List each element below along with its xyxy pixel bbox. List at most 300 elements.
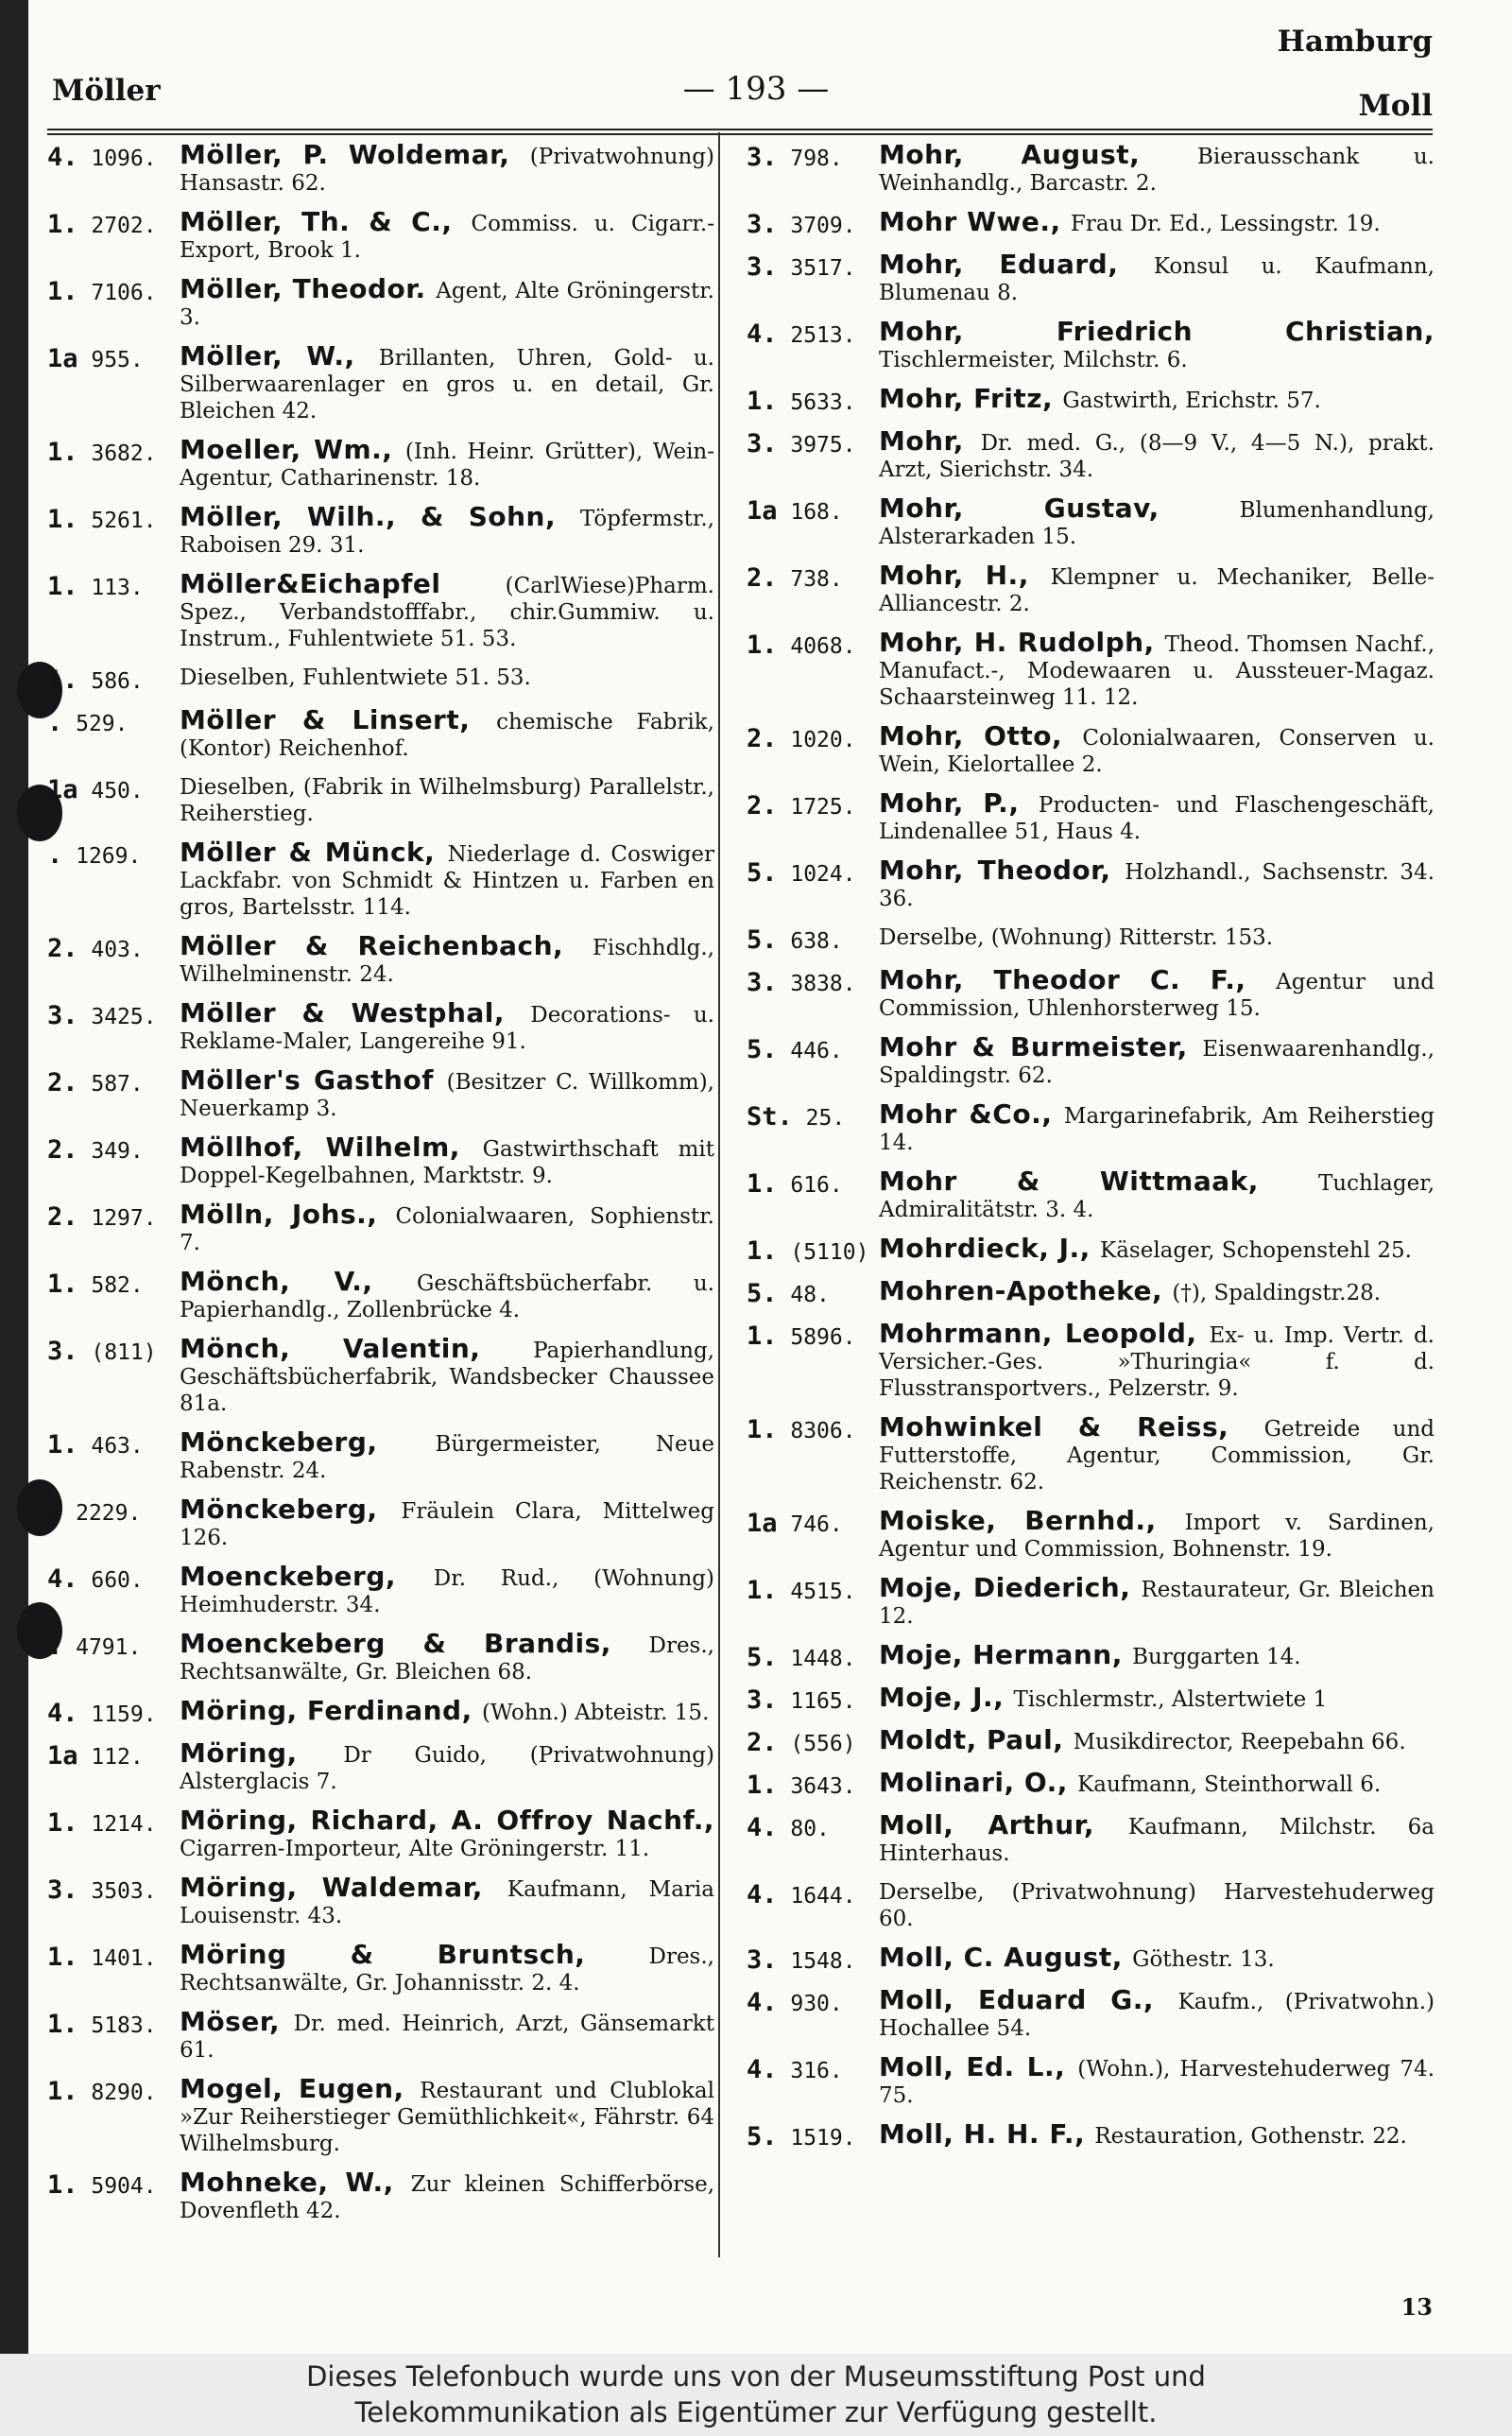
line-number: 4791. — [62, 1635, 142, 1660]
subscriber-name: Mönckeberg, — [180, 1426, 436, 1458]
exchange-district: 2. — [47, 1202, 78, 1232]
entry-text — [879, 206, 1435, 239]
exchange-district: 1. — [47, 1943, 78, 1972]
column-divider — [718, 132, 720, 2257]
directory-entry — [47, 1064, 714, 1122]
phone-number — [747, 967, 879, 1022]
subscriber-name: Mohr, Theodor, — [879, 855, 1125, 886]
exchange-district: 4. — [47, 1699, 78, 1728]
subscriber-name: Moll, Eduard G., — [879, 1984, 1178, 2015]
header-left: Möller — [52, 74, 161, 108]
line-number: 316. — [777, 2059, 843, 2083]
exchange-district: 3. — [747, 210, 778, 239]
exchange-district: 1. — [47, 1270, 78, 1299]
phone-number — [47, 665, 180, 695]
exchange-district: 4. — [747, 320, 778, 349]
phone-number — [47, 839, 180, 921]
subscriber-detail: Papierhandlung, Geschäftsbücherfabrik, Wandsbecker Chaussee 81a. — [180, 1339, 714, 1416]
exchange-district: 3. — [47, 1001, 78, 1030]
line-number: 1020. — [777, 728, 856, 752]
subscriber-detail: Kaufmann, Maria Louisenstr. 43. — [180, 1877, 714, 1928]
exchange-district: 2. — [47, 1068, 78, 1097]
phone-number — [747, 2121, 879, 2151]
exchange-district: 3. — [47, 1337, 78, 1366]
subscriber-detail: Agentur und Commission, Uhlenhorsterweg 15. — [879, 970, 1435, 1021]
directory-entry — [747, 206, 1435, 239]
entry-text — [180, 1561, 714, 1618]
entry-text — [879, 1809, 1435, 1867]
subscriber-name: Mohr & Wittmaak, — [879, 1166, 1318, 1197]
phone-number — [747, 723, 879, 778]
entry-text — [879, 1031, 1435, 1089]
phone-number — [747, 562, 879, 617]
directory-entry — [747, 1168, 1435, 1223]
subscriber-detail: Commiss. u. Cigarr.-Export, Brook 1. — [180, 212, 714, 263]
subscriber-detail: Kaufm., (Privatwohn.) Hochallee 54. — [879, 1990, 1435, 2041]
directory-entry — [747, 787, 1435, 845]
entry-text — [879, 2051, 1435, 2109]
entry-text — [180, 997, 714, 1055]
subscriber-name: Möring, — [180, 1737, 344, 1769]
line-number: 3709. — [777, 214, 856, 238]
subscriber-detail: Blumenhandlung, Alsterarkaden 15. — [879, 498, 1435, 549]
subscriber-detail: (CarlWiese)Pharm. Spez., Verbandstofffabr., chir.Gummiw. u. Instrum., Fuhlentwiete 51. 53. — [180, 574, 714, 651]
directory-entry — [47, 665, 714, 695]
entry-text — [879, 1411, 1435, 1495]
subscriber-name: Mohr &Co., — [879, 1098, 1064, 1130]
directory-entry — [47, 1333, 714, 1417]
page-title: — 193 — — [682, 70, 830, 108]
directory-entry — [47, 2006, 714, 2064]
phone-number — [47, 504, 180, 559]
exchange-district: 1a — [747, 1509, 778, 1538]
exchange-district: 3. — [747, 1945, 778, 1975]
line-number: (5110) — [777, 1240, 869, 1265]
exchange-district: 3. — [47, 1875, 78, 1905]
subscriber-name: Moll, Ed. L., — [879, 2051, 1078, 2082]
phone-number — [47, 142, 180, 197]
entry-text — [180, 1201, 714, 1256]
subscriber-name: Mogel, Eugen, — [180, 2073, 421, 2104]
exchange-district: 1. — [47, 2170, 78, 2200]
directory-entry — [747, 251, 1435, 306]
directory-entry — [747, 1275, 1435, 1308]
right-column — [747, 139, 1435, 2269]
entry-text — [879, 1984, 1435, 2042]
phone-number — [747, 495, 879, 550]
subscriber-name: Mohren-Apotheke, — [879, 1275, 1173, 1306]
exchange-district: 1. — [47, 277, 78, 306]
exchange-district: 1. — [47, 665, 78, 695]
exchange-district: 4. — [747, 1880, 778, 1909]
phone-number — [747, 386, 879, 416]
directory-entry — [47, 2073, 714, 2157]
exchange-district: 2. — [47, 1135, 78, 1165]
entry-text — [879, 1098, 1435, 1156]
subscriber-name: Moll, C. August, — [879, 1942, 1133, 1973]
exchange-district: 4. — [47, 143, 78, 172]
header-rule — [47, 133, 1433, 135]
subscriber-name: Moje, Hermann, — [879, 1639, 1133, 1670]
subscriber-detail: Tischlermstr., Alstertwiete 1 — [1013, 1687, 1328, 1712]
line-number: 2229. — [62, 1501, 142, 1526]
entry-text — [879, 2118, 1435, 2151]
footer-line: Dieses Telefonbuch wurde uns von der Museumsstiftung Post und — [306, 2360, 1206, 2393]
directory-entry — [47, 839, 714, 921]
exchange-district: 2. — [747, 563, 778, 593]
line-number: 5896. — [777, 1325, 856, 1350]
line-number: 463. — [77, 1434, 144, 1459]
directory-entry — [47, 1939, 714, 1996]
phone-number — [747, 1727, 879, 1757]
entry-text — [180, 1064, 714, 1122]
entry-text — [180, 1628, 714, 1685]
directory-entry — [47, 704, 714, 762]
subscriber-detail: Producten- und Flaschengeschäft, Lindenallee 51, Haus 4. — [879, 793, 1435, 844]
entry-text — [180, 1266, 714, 1323]
directory-entry — [47, 340, 714, 424]
exchange-district: 5. — [747, 2122, 778, 2151]
subscriber-detail: Dieselben, Fuhlentwiete 51. 53. — [180, 665, 531, 690]
directory-entry — [747, 1098, 1435, 1156]
subscriber-name: Möring, Richard, A. Offroy Nachf., — [180, 1805, 714, 1836]
subscriber-detail: Zur kleinen Schifferbörse, Dovenfleth 42. — [180, 2172, 714, 2223]
subscriber-name: Möller, Wilh., & Sohn, — [180, 501, 580, 532]
line-number: 8306. — [777, 1419, 856, 1443]
subscriber-name: Moje, Diederich, — [879, 1572, 1142, 1603]
entry-text — [879, 492, 1435, 550]
subscriber-name: Mohr, Eduard, — [879, 249, 1154, 280]
subscriber-detail: Konsul u. Kaufmann, Blumenau 8. — [879, 254, 1435, 305]
phone-number — [47, 276, 180, 331]
line-number: 1297. — [77, 1206, 157, 1231]
subscriber-name: Moeller, Wm., — [180, 434, 405, 465]
subscriber-detail: Göthestr. 13. — [1132, 1947, 1275, 1972]
directory-entry — [47, 1134, 714, 1189]
line-number: 3838. — [777, 972, 856, 996]
exchange-district: 1. — [47, 2077, 78, 2106]
directory-entry — [47, 2169, 714, 2224]
entry-text — [879, 1639, 1435, 1672]
subscriber-name: Möller, Th. & C., — [180, 206, 472, 237]
line-number: 1165. — [777, 1689, 856, 1714]
phone-number — [47, 1496, 180, 1551]
line-number: 660. — [77, 1568, 144, 1593]
subscriber-name: Möller's Gasthof — [180, 1064, 447, 1096]
phone-number — [47, 933, 180, 988]
subscriber-detail: Decorations- u. Reklame-Maler, Langereihe 91. — [180, 1003, 714, 1054]
exchange-district: 4. — [747, 1988, 778, 2017]
directory-entry — [47, 1628, 714, 1685]
phone-number — [747, 1879, 879, 1932]
entry-text — [180, 1496, 714, 1551]
exchange-district: 4. — [747, 2055, 778, 2084]
subscriber-detail: Tuchlager, Admiralitätstr. 3. 4. — [879, 1171, 1435, 1222]
phone-number — [47, 1875, 180, 1929]
directory-entry — [47, 139, 714, 197]
exchange-district: 2. — [47, 934, 78, 963]
phone-number — [47, 1134, 180, 1189]
subscriber-name: Mohr, Otto, — [879, 720, 1083, 752]
subscriber-name: Mohr, Fritz, — [879, 383, 1063, 414]
line-number: 1448. — [777, 1647, 856, 1671]
exchange-district: 3. — [747, 143, 778, 172]
directory-entry — [747, 1572, 1435, 1630]
phone-number — [47, 343, 180, 424]
phone-number — [747, 1278, 879, 1308]
exchange-district: 1. — [47, 210, 78, 239]
phone-number — [47, 1269, 180, 1323]
phone-number — [747, 319, 879, 373]
entry-text — [879, 924, 1435, 955]
exchange-district: 1a — [747, 496, 778, 526]
entry-text — [879, 139, 1435, 197]
directory-entry — [47, 434, 715, 492]
subscriber-name: Mohr, — [879, 425, 981, 457]
exchange-district: 1. — [747, 631, 778, 660]
line-number: 738. — [777, 567, 843, 592]
exchange-district: St. — [747, 1102, 793, 1132]
line-number: 80. — [777, 1817, 830, 1841]
subscriber-name: Mölln, Johs., — [180, 1199, 396, 1230]
exchange-district: 1. — [747, 1169, 778, 1199]
line-number: 1725. — [777, 795, 856, 820]
phone-number — [747, 1508, 879, 1563]
subscriber-detail: (Wohn.), Harvestehuderweg 74. 75. — [879, 2057, 1435, 2108]
phone-number — [747, 1321, 879, 1402]
line-number: 25. — [792, 1106, 846, 1131]
entry-text — [180, 139, 714, 197]
line-number: (811) — [77, 1340, 157, 1365]
exchange-district: 1. — [47, 438, 78, 467]
subscriber-name: Mohr Wwe., — [879, 206, 1071, 237]
entry-text — [180, 1737, 714, 1795]
subscriber-detail: Töpfermstr., Raboisen 29. 31. — [180, 507, 714, 558]
exchange-district: 5. — [747, 858, 778, 888]
subscriber-detail: Getreide und Futterstoffe, Agentur, Commission, Gr. Reichenstr. 62. — [879, 1417, 1435, 1494]
phone-number — [747, 924, 879, 955]
phone-number — [47, 437, 180, 492]
phone-number — [747, 1101, 879, 1156]
line-number: 3682. — [77, 441, 157, 466]
directory-entry — [747, 627, 1435, 711]
directory-entry — [747, 720, 1435, 778]
subscriber-name: Möller&Eichapfel — [180, 568, 506, 599]
phone-number — [47, 1564, 180, 1618]
subscriber-detail: Kaufmann, Steinthorwall 6. — [1077, 1772, 1382, 1797]
entry-text — [879, 1724, 1435, 1757]
line-number: 1401. — [77, 1946, 157, 1971]
exchange-district: 1. — [747, 1771, 778, 1800]
line-number: 638. — [777, 929, 843, 954]
line-number: 112. — [77, 1745, 144, 1770]
exchange-district: 5. — [747, 925, 778, 955]
subscriber-detail: Musikdirector, Reepebahn 66. — [1073, 1730, 1406, 1754]
line-number: 5261. — [77, 509, 157, 533]
directory-entry — [747, 1879, 1435, 1932]
subscriber-name: Mohneke, W., — [180, 2167, 411, 2198]
header-city: Hamburg — [1277, 25, 1433, 59]
line-number: 2513. — [777, 323, 856, 348]
exchange-district: 4. — [47, 1564, 78, 1594]
phone-number — [47, 2169, 180, 2224]
subscriber-name: Mohr, Theodor C. F., — [879, 964, 1277, 995]
subscriber-detail: Dieselben, (Fabrik in Wilhelmsburg) Parallelstr., Reiherstieg. — [180, 775, 714, 826]
subscriber-name: Möller & Münck, — [180, 837, 448, 868]
entry-text — [879, 251, 1435, 306]
subscriber-name: Möllhof, Wilhelm, — [180, 1132, 483, 1163]
subscriber-detail: Ex- u. Imp. Vertr. d. Versicher.-Ges. »Thuringia« f. d. Flusstransportvers., Pelzerstr. 9. — [879, 1323, 1435, 1401]
subscriber-name: Molinari, O., — [879, 1767, 1078, 1798]
entry-text — [879, 1168, 1435, 1223]
subscriber-detail: Theod. Thomsen Nachf., Manufact.-, Modewaaren u. Aussteuer-Magaz. Schaarsteinweg 11. 12. — [879, 632, 1435, 710]
directory-entry — [47, 1201, 714, 1256]
subscriber-name: Moll, Arthur, — [879, 1809, 1129, 1840]
subscriber-detail: Dres., Rechtsanwälte, Gr. Bleichen 68. — [180, 1633, 714, 1684]
directory-entry — [47, 1266, 714, 1323]
entry-text — [879, 720, 1435, 778]
page-number: 13 — [1400, 2293, 1433, 2321]
directory-entry — [47, 273, 714, 331]
entry-text — [180, 2073, 714, 2157]
line-number: 1214. — [77, 1812, 157, 1837]
entry-text — [879, 1275, 1435, 1308]
directory-entry — [747, 1318, 1435, 1402]
line-number: 168. — [777, 500, 843, 525]
phone-number — [747, 790, 879, 845]
directory-entry — [747, 425, 1435, 483]
line-number: 3503. — [77, 1879, 157, 1904]
phone-number — [47, 1429, 180, 1484]
line-number: 586. — [77, 669, 144, 694]
entry-text — [879, 1318, 1435, 1402]
exchange-district: 2. — [747, 791, 778, 821]
subscriber-detail: chemische Fabrik, (Kontor) Reichenhof. — [180, 710, 714, 761]
subscriber-detail: Restauration, Gothenstr. 22. — [1094, 2124, 1407, 2149]
header-rule — [47, 129, 1433, 130]
subscriber-detail: Bierausschank u. Weinhandlg., Barcastr. 2. — [879, 145, 1435, 196]
directory-entry — [747, 492, 1435, 550]
line-number: 5183. — [77, 2013, 157, 2038]
line-number: 616. — [777, 1173, 843, 1198]
directory-entry — [747, 1505, 1435, 1563]
subscriber-name: Moiske, Bernhd., — [879, 1505, 1185, 1536]
directory-entry — [47, 1496, 714, 1551]
line-number: 1519. — [777, 2126, 856, 2151]
directory-entry — [747, 1724, 1435, 1757]
phone-number — [47, 2076, 180, 2157]
line-number: 4515. — [777, 1580, 856, 1604]
line-number: 450. — [77, 779, 144, 803]
entry-text — [180, 774, 714, 827]
directory-entry — [747, 1411, 1435, 1495]
exchange-district: 1. — [47, 572, 78, 601]
phone-number — [47, 1698, 180, 1728]
entry-text — [879, 1684, 1435, 1715]
subscriber-detail: (†), Spaldingstr.28. — [1172, 1281, 1382, 1305]
subscriber-name: Möller, P. Woldemar, — [180, 139, 530, 170]
subscriber-name: Möller & Westphal, — [180, 997, 531, 1028]
subscriber-detail: Eisenwaarenhandlg., Spaldingstr. 62. — [879, 1037, 1435, 1088]
entry-text — [879, 1944, 1435, 1975]
subscriber-name: Möller, Theodor. — [180, 273, 437, 304]
line-number: 746. — [777, 1512, 843, 1537]
line-number: 48. — [777, 1283, 830, 1307]
phone-number — [747, 1168, 879, 1223]
line-number: 5904. — [77, 2174, 157, 2199]
phone-number — [47, 707, 180, 762]
exchange-district: 1a — [47, 1741, 78, 1771]
line-number: 4068. — [777, 634, 856, 659]
subscriber-detail: Bürgermeister, Neue Rabenstr. 24. — [180, 1432, 714, 1483]
exchange-district: 3. — [747, 968, 778, 997]
entry-text — [180, 501, 714, 559]
subscriber-name: Mohr, Gustav, — [879, 492, 1240, 524]
line-number: 3975. — [777, 433, 856, 458]
entry-text — [879, 627, 1435, 711]
exchange-district: 1. — [747, 1322, 778, 1351]
subscriber-name: Möser, — [180, 2006, 294, 2037]
line-number: 1269. — [62, 844, 142, 869]
line-number: 403. — [77, 938, 144, 962]
subscriber-detail: Gastwirth, Erichstr. 57. — [1062, 389, 1321, 413]
subscriber-name: Moenckeberg, — [180, 1561, 434, 1592]
line-number: 930. — [777, 1992, 843, 2016]
subscriber-detail: (Inh. Heinr. Grütter), Wein-Agentur, Catharinenstr. 18. — [180, 440, 715, 491]
subscriber-detail: Gastwirthschaft mit Doppel-Kegelbahnen, Marktstr. 9. — [180, 1137, 714, 1188]
subscriber-detail: Colonialwaaren, Conserven u. Wein, Kielortallee 2. — [879, 726, 1435, 777]
subscriber-detail: Derselbe, (Wohnung) Ritterstr. 153. — [879, 925, 1274, 950]
book-spine — [0, 0, 28, 2354]
entry-text — [180, 1807, 714, 1862]
subscriber-detail: Agent, Alte Gröningerstr. 3. — [180, 279, 714, 330]
line-number: 113. — [77, 576, 144, 600]
subscriber-name: Moenckeberg & Brandis, — [180, 1628, 649, 1659]
subscriber-detail: (Wohn.) Abteistr. 15. — [482, 1701, 710, 1725]
line-number: 3643. — [777, 1774, 856, 1799]
directory-entry — [747, 383, 1435, 416]
subscriber-name: Moll, H. H. F., — [879, 2118, 1095, 2150]
line-number: 3517. — [777, 256, 856, 281]
directory-entry — [747, 2118, 1435, 2151]
entry-text — [180, 206, 714, 264]
entry-text — [879, 1767, 1435, 1800]
subscriber-detail: Käselager, Schopenstehl 25. — [1100, 1238, 1412, 1263]
subscriber-detail: Dr. med. Heinrich, Arzt, Gänsemarkt 61. — [180, 2012, 714, 2063]
exchange-district: 1. — [47, 505, 78, 534]
subscriber-name: Mohrdieck, J., — [879, 1233, 1101, 1264]
line-number: 5633. — [777, 390, 856, 415]
subscriber-name: Mohr, H. Rudolph, — [879, 627, 1165, 658]
subscriber-name: Moje, J., — [879, 1682, 1014, 1713]
entry-text — [180, 1134, 714, 1189]
phone-number — [747, 251, 879, 306]
subscriber-detail: Dr Guido, (Privatwohnung) Alsterglacis 7. — [180, 1743, 714, 1794]
exchange-district: . — [47, 708, 63, 737]
subscriber-name: Mohr & Burmeister, — [879, 1031, 1203, 1063]
entry-text — [879, 383, 1435, 416]
directory-entry — [747, 857, 1435, 912]
phone-number — [47, 1336, 180, 1417]
subscriber-detail: (Privatwohnung) Hansastr. 62. — [180, 145, 714, 196]
line-number: 3425. — [77, 1005, 157, 1029]
phone-number — [47, 1807, 180, 1862]
entry-text — [180, 1333, 714, 1417]
subscriber-detail: (Besitzer C. Willkomm), Neuerkamp 3. — [180, 1070, 714, 1121]
entry-text — [180, 273, 714, 331]
entry-text — [879, 1235, 1435, 1266]
subscriber-name: Möring, Ferdinand, — [180, 1695, 482, 1726]
